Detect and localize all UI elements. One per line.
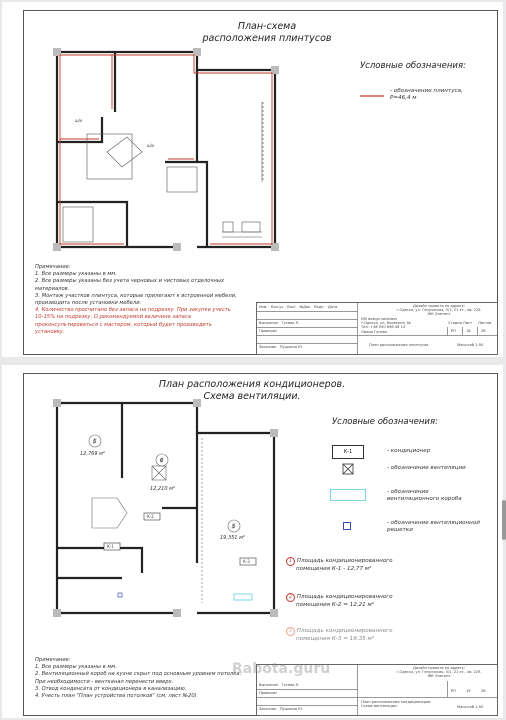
- note-line: При необходимости - вентканал перенести вверх.: [35, 678, 174, 685]
- ac-floor-plan: [52, 398, 282, 623]
- stamp-row: Проверил: [259, 691, 278, 695]
- skirting-floor-plan: [47, 42, 287, 267]
- notes-title: Примечание:: [35, 657, 71, 663]
- svg-text:5: 5: [93, 439, 97, 445]
- stage-value: РП: [451, 689, 456, 693]
- sheet2-title-line1: План расположения кондиционеров.: [158, 379, 346, 390]
- ac-tag-1: К-1: [107, 544, 114, 549]
- svg-text:ш/к: ш/к: [147, 143, 155, 148]
- stamp-project: Дизайн проекта по адресу: г.Одесса, ул. Генуэзская, 5/1, 21 эт., кв. 229. ЖК Элегант: [396, 666, 482, 679]
- watermark: Rabota.guru: [232, 661, 331, 677]
- note-line: производить после установки мебели.: [35, 300, 142, 307]
- area-number-badge: 3: [286, 627, 295, 636]
- skirting-legend-line2: P=46,4 м: [390, 95, 417, 101]
- skirting-symbol: [360, 94, 384, 98]
- ac-tag-3: К-3: [243, 559, 250, 564]
- title-block: [256, 302, 498, 355]
- legend-label: - обозначение вентиляционного короба: [387, 489, 462, 502]
- stage-value: РП: [451, 329, 456, 333]
- room-area-2: 12,210 м²: [150, 486, 175, 492]
- sheet-ac-plan: [2, 365, 503, 718]
- stamp-row: Проверил: [259, 329, 278, 333]
- svg-text:6: 6: [160, 458, 164, 464]
- note-line: 1. Все размеры указаны в мм.: [35, 271, 117, 278]
- stamp-row: Заказчик Пушкина Ю.: [259, 345, 304, 349]
- note-line: 3. Монтаж участков плинтуса, которые прилегают к встроенной мебели,: [35, 292, 237, 299]
- sheet1-legend-title: Условные обозначения:: [360, 61, 466, 71]
- area-text: помещения К-3 = 19,35 м²: [296, 636, 374, 642]
- area-text: помещения К-1 - 12,77 м²: [296, 566, 372, 572]
- stamp-row: Выполнил Гусева Л.: [259, 683, 300, 687]
- notes-title: Примечание:: [35, 264, 71, 270]
- note-line-red: проконсультироваться с мастером, который будет производить: [35, 321, 212, 328]
- sheet-skirting-plan: [2, 2, 503, 357]
- stamp-scale: Масштаб 1:50: [457, 705, 484, 709]
- note-line-red: 4. Количество просчитано без запаса на подрезку. При закупке учесть: [35, 307, 231, 314]
- note-line: 4. Учесть план "План устройства потолков" (см. лист №20): [35, 693, 197, 700]
- legend-label: - обозначение вентиляции: [387, 465, 466, 471]
- sheet1-title-line2: расположения плинтусов: [202, 33, 332, 44]
- area-text: помещения К-2 = 12,21 м²: [296, 602, 374, 608]
- stamp-row: Заказчик Пушкина Ю.: [259, 707, 304, 711]
- stage-header: Стадия: [448, 321, 462, 325]
- svg-text:ш/к: ш/к: [75, 118, 83, 123]
- sheet2-title-line2: Схема вентиляции.: [203, 391, 301, 402]
- stamp-project: Дизайн проекта по адресу: г.Одесса, ул. Генуэзская, 5/1, 21 эт., кв. 229. ЖК Элегант: [396, 304, 482, 317]
- stage-value: 19: [466, 689, 471, 693]
- stage-value: 18: [466, 329, 471, 333]
- sheet1-legend-label: [390, 88, 495, 102]
- stage-header: Лист: [463, 321, 473, 325]
- vent-box-symbol: [330, 489, 366, 501]
- stage-value: 28: [481, 329, 486, 333]
- area-text: Площадь кондиционированного: [296, 558, 393, 564]
- area-text: Площадь кондиционированного: [296, 594, 393, 600]
- note-line: материалов.: [35, 285, 70, 292]
- legend-label: - обозначение вентиляционной решетки: [387, 520, 480, 533]
- area-number-badge: 1: [286, 557, 295, 566]
- note-line: 2. Все размеры указаны без учета черновых и чистовых отделочных: [35, 278, 225, 285]
- stamp-header: Изм. · Кол.уч · Лист · №Док · Подп. · Дата: [259, 305, 338, 309]
- grille-symbol: [343, 522, 351, 530]
- sheet2-legend-title: Условные обозначения:: [332, 417, 438, 427]
- stage-value: 28: [481, 689, 486, 693]
- area-number-badge: 2: [286, 593, 295, 602]
- svg-text:5: 5: [232, 524, 236, 530]
- note-line: 3. Отвод конденсата от кондиционера в канализацию.: [35, 685, 187, 692]
- note-line-red: 10-15% на подрезку. О рекомендуемой величине запаса: [35, 314, 191, 321]
- sheet1-title-line1: План-схема: [237, 21, 297, 32]
- area-item-2: [286, 593, 396, 609]
- scrollbar-thumb[interactable]: [502, 500, 506, 540]
- note-line: 2. Вентиляционный короб на кухне скрыт под основным уровнем потолка.: [35, 671, 242, 678]
- area-text: Площадь кондиционированного: [296, 628, 393, 634]
- room-area-3: 19,351 м²: [220, 535, 245, 541]
- skirting-legend-line1: - обозначение плинтуса,: [390, 88, 463, 94]
- ac-legend-symbol: К-1: [332, 445, 364, 459]
- ac-tag-2: К-2: [147, 514, 154, 519]
- stamp-row: Выполнил Гусева Л.: [259, 321, 300, 325]
- note-line-red: установку.: [35, 328, 65, 335]
- ventilation-symbol: [342, 463, 354, 475]
- legend-label: - кондиционер: [387, 448, 431, 454]
- sheet1-notes: [35, 264, 278, 336]
- stage-header: Листов: [478, 321, 492, 325]
- note-line: 1. Все размеры указаны в мм.: [35, 664, 117, 671]
- area-item-1: [286, 557, 396, 573]
- stamp-scale: Масштаб 1:50: [457, 343, 484, 347]
- area-item-3: [286, 627, 396, 643]
- stamp-studio: DM design solutions г.Одесса, ул. Косвенна, № Тел: +38 050 698 48 14 Лилия Гусева: [361, 317, 411, 334]
- stamp-sheet-name: План расположения плинтусов: [369, 343, 429, 347]
- room-area-1: 12,769 м²: [80, 451, 105, 457]
- stamp-sheet-name: План расположения кондиционеров. Схема вентиляции.: [361, 700, 432, 709]
